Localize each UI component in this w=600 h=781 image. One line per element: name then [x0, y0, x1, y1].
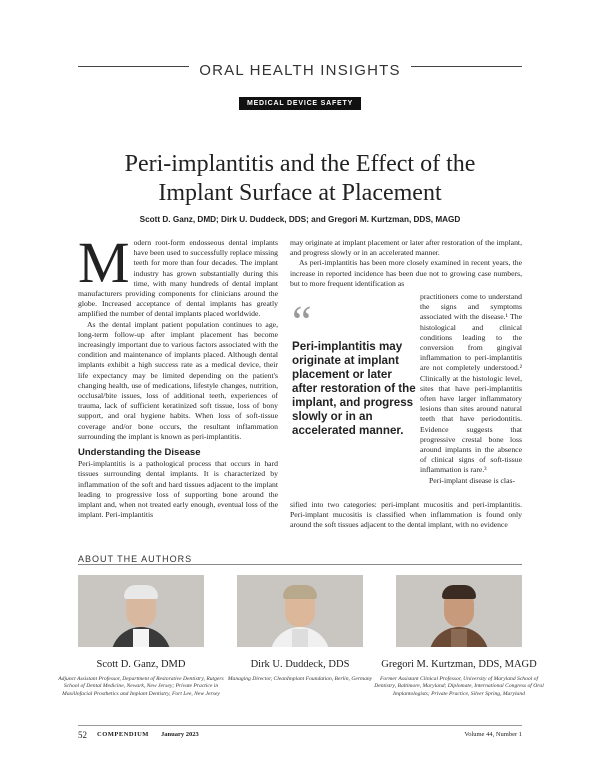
author-bio: Managing Director, CleanImplant Foundation, Berlin, Germany — [227, 676, 373, 682]
about-authors-heading: ABOUT THE AUTHORS — [78, 554, 200, 564]
section-title: ORAL HEALTH INSIGHTS — [0, 62, 600, 79]
quote-mark-icon: “ — [292, 297, 312, 346]
author-photo — [396, 575, 522, 647]
paragraph: As the dental implant patient population continues to age, long-term follow-up after implant placement has become increasingly important due to various factors associated with the condition and maintenance of implants placed. Although dental implants exhibit a high success rate as a medical device, their life expectancy may be limited depending on the patient's changing health, use of medications, lifestyle changes, nutrition, occlusal/bite issues, loss of additional teeth, experiences of trauma, lack of sufficient keratinized soft tissue, loss of bony support, and oral hygiene habits. When loss of soft-tissue coverage and/or bone occurs, the resultant inflammation surrounding the implant is known as peri-implantitis. — [78, 319, 278, 441]
about-rule — [78, 564, 522, 565]
article-title: Peri-implantitis and the Effect of the Implant Surface at Placement — [124, 151, 476, 206]
body-column-2-top — [290, 238, 522, 289]
author-name: Gregori M. Kurtzman, DDS, MAGD — [381, 659, 537, 670]
paragraph: Peri-implant disease is clas- — [429, 475, 516, 485]
magazine-name: COMPENDIUM — [97, 731, 149, 738]
author-name: Dirk U. Duddeck, DDS — [250, 659, 350, 670]
paragraph: Peri-implantitis is a pathological process that occurs in hard tissues surrounding dental implants. It is characterized by inflammation of the soft and hard tissues adjacent to the implant leading to progressive loss of supporting bone around the implant and, when not treated early enough, eventual loss of the implant. Peri-implantitis — [78, 459, 278, 520]
volume-number: Volume 44, Number 1 — [464, 731, 522, 738]
author-bio: Former Assistant Clinical Professor, University of Maryland School of Dentistry, Baltimore, Maryland; Diplomate, International Congress of Oral Implantologists; Private Practice, Silver Spring, Maryland — [374, 676, 544, 697]
paragraph: practitioners come to understand the signs and symptoms associated with the disease.¹ The histological and clinical conditions leading to the conversion from gingival inflammation to peri-implantitis are not completely understood.² Clinically at the histologic level, sites that have peri-implantitis often have larger inflammatory lesions than sites around natural teeth that have periodontitis. Evidence suggests that progressive crestal bone loss around implants in the absence of clinical signs of soft-tissue inflammation is rare.³ — [420, 292, 522, 475]
issue-date: January 2023 — [161, 731, 199, 738]
author-photo — [78, 575, 204, 647]
section-subhead: Understanding the Disease — [78, 447, 201, 459]
drop-cap: M — [78, 230, 130, 295]
author-bio: Adjunct Assistant Professor, Department of Restorative Dentistry, Rutgers School of Dental Medicine, Newark, New Jersey; Private Practice in Maxillofacial Prosthetics and Implant Dentistry, Fort Lee, New Jersey — [58, 676, 224, 697]
page-number: 52 — [78, 730, 87, 740]
paragraph: As peri-implantitis has been more closely examined in recent years, the increase in reported incidence has been due not to growing case numbers, but to more frequent identification as — [290, 258, 522, 288]
author-photo — [237, 575, 363, 647]
footer-rule — [78, 725, 522, 726]
paragraph: sified into two categories: peri-implant mucositis and peri-implantitis. Peri-implant mucositis is classified when inflammation is found only around the soft tissues adjacent to the dental implant, with no evidence — [290, 500, 522, 530]
byline: Scott D. Ganz, DMD; Dirk U. Duddeck, DDS; and Gregori M. Kurtzman, DDS, MAGD — [139, 215, 461, 224]
pull-quote: Peri-implantitis may originate at implant placement or later after restoration of the implant, and progress slowly or in an accelerated manner. — [292, 340, 416, 437]
body-column-1 — [78, 230, 278, 520]
category-badge: MEDICAL DEVICE SAFETY — [239, 97, 361, 110]
body-column-2-bottom — [290, 500, 522, 531]
author-name: Scott D. Ganz, DMD — [96, 659, 186, 670]
paragraph: may originate at implant placement or later after restoration of the implant, and progress slowly or in an accelerated manner. — [290, 238, 522, 258]
body-column-2-side — [420, 292, 522, 486]
paragraph: odern root-form endosseous dental implants have been used to successfully replace missing teeth for more than four decades. The implant industry has grown substantially during this time, with many hundreds of dental implant manufacturers providing components for clinicians around the globe. Increased acceptance of dental implants has greatly amplified the number of dental implants placed worldwide. — [78, 238, 278, 319]
